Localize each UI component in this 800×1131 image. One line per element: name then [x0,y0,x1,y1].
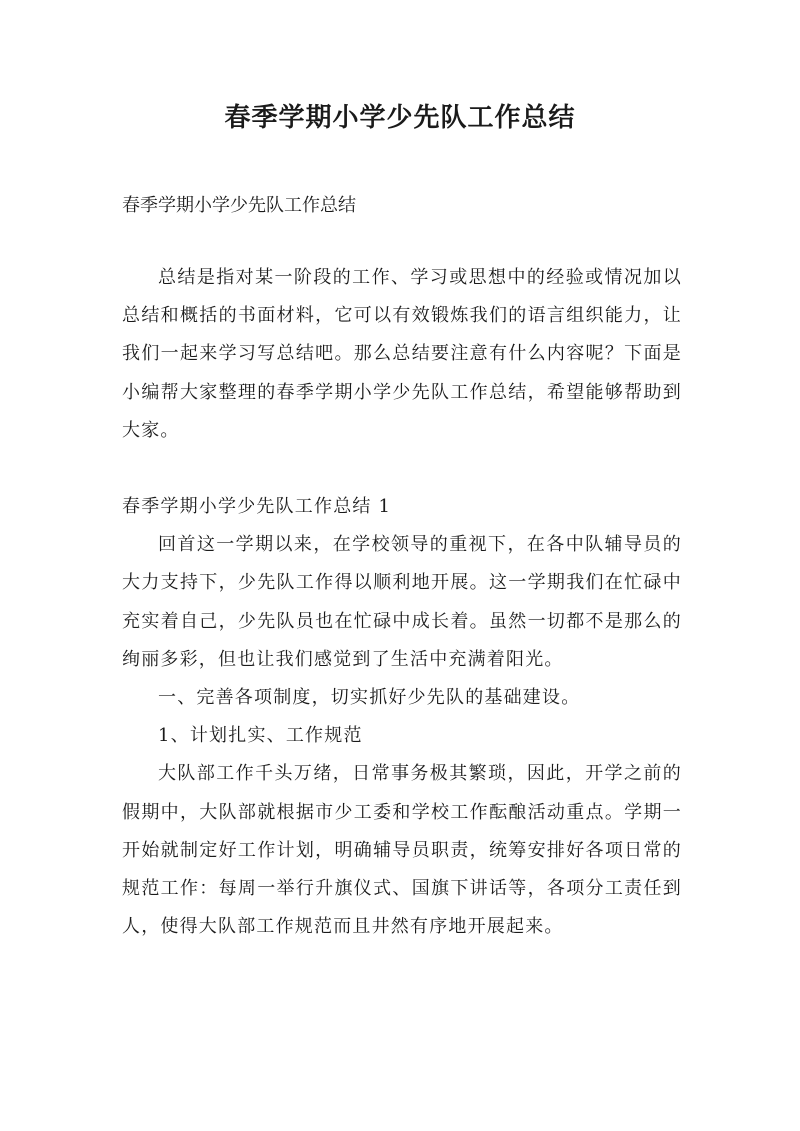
intro-block [122,259,682,450]
document-subtitle: 春季学期小学少先队工作总结 [122,195,356,216]
intro-paragraph: 总结是指对某一阶段的工作、学习或思想中的经验或情况加以总结和概括的书面材料，它可以有效锻炼我们的语言组织能力，让我们一起来学习写总结吧。那么总结要注意有什么内容呢？下面是小编帮大家整理的春季学期小学少先队工作总结，希望能够帮助到大家。 [122,267,682,441]
document-title: 春季学期小学少先队工作总结 [224,103,576,133]
body-paragraph: 大队部工作千头万绪，日常事务极其繁琐，因此，开学之前的假期中，大队部就根据市少工委和学校工作酝酿活动重点。学期一开始就制定好工作计划，明确辅导员职责，统筹安排好各项日常的规范工作：每周一举行升旗仪式、国旗下讲话等，各项分工责任到人，使得大队部工作规范而且井然有序地开展起来。 [122,763,682,938]
body-paragraph: 回首这一学期以来，在学校领导的重视下，在各中队辅导员的大力支持下，少先队工作得以顺利地开展。这一学期我们在忙碌中充实着自己，少先队员也在忙碌中成长着。虽然一切都不是那么的绚丽多彩，但也让我们感觉到了生活中充满着阳光。 [122,534,682,670]
body-paragraph: 1、计划扎实、工作规范 [158,725,363,747]
section-heading: 春季学期小学少先队工作总结 1 [122,496,392,517]
body-paragraph: 一、完善各项制度，切实抓好少先队的基础建设。 [158,687,581,709]
section-block [122,488,682,946]
